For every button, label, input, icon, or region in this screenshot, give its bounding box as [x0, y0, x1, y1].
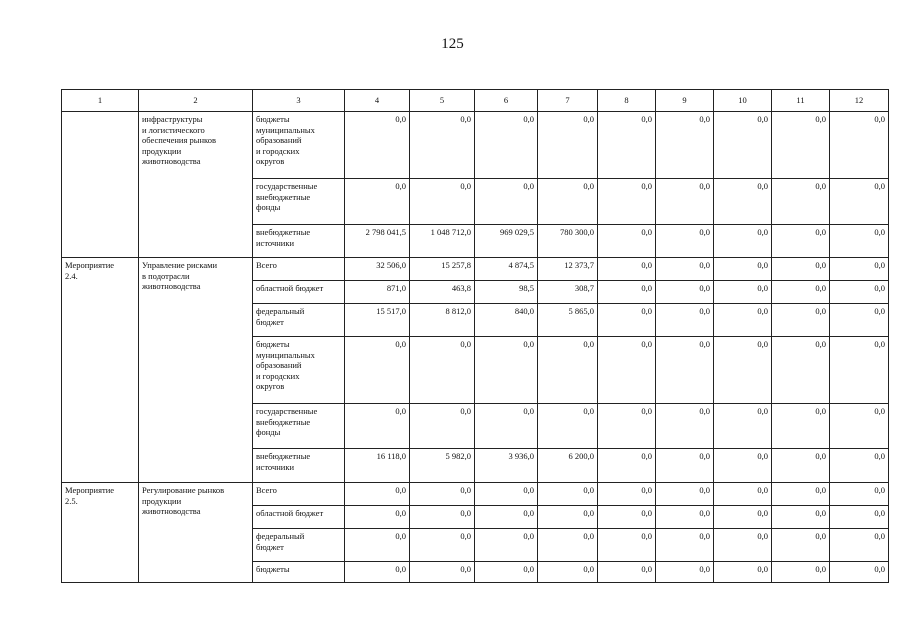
value-cell: 0,0 [656, 529, 714, 562]
funding-source-cell: государственные внебюджетные фонды [253, 179, 345, 225]
value-cell: 8 812,0 [410, 304, 475, 337]
value-cell: 840,0 [475, 304, 538, 337]
value-cell: 0,0 [772, 449, 830, 483]
value-cell: 0,0 [345, 112, 410, 179]
value-cell: 0,0 [598, 562, 656, 583]
value-cell: 0,0 [345, 529, 410, 562]
value-cell: 0,0 [410, 562, 475, 583]
value-cell: 0,0 [538, 562, 598, 583]
value-cell: 32 506,0 [345, 258, 410, 281]
value-cell: 15 517,0 [345, 304, 410, 337]
value-cell: 0,0 [714, 483, 772, 506]
value-cell: 0,0 [714, 304, 772, 337]
value-cell: 0,0 [656, 404, 714, 449]
value-cell: 0,0 [410, 483, 475, 506]
value-cell: 12 373,7 [538, 258, 598, 281]
value-cell: 0,0 [598, 112, 656, 179]
header-cell: 1 [62, 90, 139, 112]
header-cell: 4 [345, 90, 410, 112]
value-cell: 0,0 [598, 281, 656, 304]
value-cell: 0,0 [714, 112, 772, 179]
value-cell: 2 798 041,5 [345, 225, 410, 258]
value-cell: 0,0 [656, 225, 714, 258]
header-cell: 7 [538, 90, 598, 112]
value-cell: 0,0 [772, 562, 830, 583]
value-cell: 0,0 [656, 304, 714, 337]
value-cell: 0,0 [656, 449, 714, 483]
value-cell: 0,0 [475, 483, 538, 506]
value-cell: 0,0 [772, 179, 830, 225]
value-cell: 0,0 [772, 281, 830, 304]
value-cell: 0,0 [830, 529, 889, 562]
value-cell: 0,0 [830, 449, 889, 483]
value-cell: 0,0 [656, 112, 714, 179]
value-cell: 0,0 [345, 337, 410, 404]
funding-source-cell: федеральный бюджет [253, 529, 345, 562]
value-cell: 0,0 [538, 529, 598, 562]
value-cell: 0,0 [656, 506, 714, 529]
value-cell: 0,0 [830, 258, 889, 281]
value-cell: 3 936,0 [475, 449, 538, 483]
funding-source-cell: бюджеты [253, 562, 345, 583]
header-cell: 6 [475, 90, 538, 112]
funding-source-cell: областной бюджет [253, 281, 345, 304]
table-body [62, 90, 889, 583]
value-cell: 0,0 [598, 483, 656, 506]
value-cell: 0,0 [656, 483, 714, 506]
value-cell: 0,0 [714, 449, 772, 483]
value-cell: 308,7 [538, 281, 598, 304]
value-cell: 0,0 [598, 529, 656, 562]
value-cell: 0,0 [598, 337, 656, 404]
header-cell: 5 [410, 90, 475, 112]
value-cell: 0,0 [598, 449, 656, 483]
value-cell: 0,0 [830, 112, 889, 179]
value-cell: 0,0 [714, 179, 772, 225]
value-cell: 0,0 [598, 179, 656, 225]
table-row [62, 258, 889, 281]
value-cell: 0,0 [830, 225, 889, 258]
value-cell: 0,0 [772, 529, 830, 562]
value-cell: 0,0 [772, 506, 830, 529]
value-cell: 98,5 [475, 281, 538, 304]
value-cell: 0,0 [410, 404, 475, 449]
value-cell: 0,0 [830, 506, 889, 529]
value-cell: 0,0 [714, 529, 772, 562]
value-cell: 0,0 [656, 258, 714, 281]
value-cell: 0,0 [538, 337, 598, 404]
value-cell: 969 029,5 [475, 225, 538, 258]
measure-code-cell [62, 112, 139, 258]
table-row [62, 483, 889, 506]
header-cell: 9 [656, 90, 714, 112]
value-cell: 0,0 [475, 404, 538, 449]
value-cell: 0,0 [772, 304, 830, 337]
page-number: 125 [441, 36, 464, 52]
value-cell: 0,0 [772, 225, 830, 258]
value-cell: 0,0 [830, 562, 889, 583]
funding-source-cell: государственные внебюджетные фонды [253, 404, 345, 449]
value-cell: 0,0 [410, 529, 475, 562]
value-cell: 0,0 [345, 404, 410, 449]
value-cell: 0,0 [475, 179, 538, 225]
value-cell: 0,0 [772, 483, 830, 506]
value-cell: 5 982,0 [410, 449, 475, 483]
value-cell: 0,0 [830, 179, 889, 225]
value-cell: 0,0 [714, 258, 772, 281]
header-cell: 2 [139, 90, 253, 112]
value-cell: 0,0 [410, 337, 475, 404]
value-cell: 0,0 [598, 258, 656, 281]
value-cell: 0,0 [830, 337, 889, 404]
value-cell: 0,0 [345, 506, 410, 529]
measure-code-cell: Мероприятие 2.5. [62, 483, 139, 583]
value-cell: 16 118,0 [345, 449, 410, 483]
header-cell: 3 [253, 90, 345, 112]
funding-source-cell: внебюджетные источники [253, 449, 345, 483]
value-cell: 15 257,8 [410, 258, 475, 281]
value-cell: 0,0 [410, 506, 475, 529]
value-cell: 0,0 [345, 562, 410, 583]
funding-source-cell: федеральный бюджет [253, 304, 345, 337]
value-cell: 780 300,0 [538, 225, 598, 258]
value-cell: 0,0 [714, 281, 772, 304]
value-cell: 0,0 [656, 179, 714, 225]
value-cell: 0,0 [772, 404, 830, 449]
value-cell: 0,0 [830, 281, 889, 304]
funding-source-cell: бюджеты муниципальных образований и городских округов [253, 337, 345, 404]
value-cell: 0,0 [598, 304, 656, 337]
value-cell: 0,0 [714, 225, 772, 258]
value-cell: 5 865,0 [538, 304, 598, 337]
value-cell: 0,0 [475, 529, 538, 562]
value-cell: 0,0 [598, 506, 656, 529]
measure-code-cell: Мероприятие 2.4. [62, 258, 139, 483]
value-cell: 0,0 [475, 337, 538, 404]
funding-source-cell: Всего [253, 258, 345, 281]
measure-name-cell: Регулирование рынков продукции животноводства [139, 483, 253, 583]
value-cell: 0,0 [538, 404, 598, 449]
value-cell: 0,0 [598, 404, 656, 449]
funding-source-cell: Всего [253, 483, 345, 506]
value-cell: 0,0 [830, 404, 889, 449]
value-cell: 0,0 [830, 483, 889, 506]
value-cell: 0,0 [772, 258, 830, 281]
header-cell: 11 [772, 90, 830, 112]
value-cell: 0,0 [772, 112, 830, 179]
budget-table [61, 89, 889, 583]
header-cell: 12 [830, 90, 889, 112]
value-cell: 0,0 [714, 506, 772, 529]
value-cell: 0,0 [345, 179, 410, 225]
value-cell: 0,0 [830, 304, 889, 337]
value-cell: 0,0 [714, 404, 772, 449]
value-cell: 0,0 [475, 562, 538, 583]
value-cell: 0,0 [538, 179, 598, 225]
funding-source-cell: бюджеты муниципальных образований и городских округов [253, 112, 345, 179]
measure-name-cell: Управление рисками в подотрасли животноводства [139, 258, 253, 483]
value-cell: 0,0 [598, 225, 656, 258]
header-row [62, 90, 889, 112]
value-cell: 0,0 [656, 337, 714, 404]
value-cell: 463,8 [410, 281, 475, 304]
value-cell: 0,0 [410, 179, 475, 225]
funding-source-cell: областной бюджет [253, 506, 345, 529]
value-cell: 0,0 [538, 483, 598, 506]
value-cell: 0,0 [475, 506, 538, 529]
value-cell: 0,0 [714, 562, 772, 583]
value-cell: 4 874,5 [475, 258, 538, 281]
value-cell: 6 200,0 [538, 449, 598, 483]
value-cell: 0,0 [410, 112, 475, 179]
table-row [62, 112, 889, 179]
value-cell: 1 048 712,0 [410, 225, 475, 258]
value-cell: 0,0 [538, 112, 598, 179]
measure-name-cell: инфраструктуры и логистического обеспечения рынков продукции животноводства [139, 112, 253, 258]
header-cell: 8 [598, 90, 656, 112]
value-cell: 0,0 [345, 483, 410, 506]
value-cell: 0,0 [656, 562, 714, 583]
value-cell: 0,0 [772, 337, 830, 404]
value-cell: 0,0 [714, 337, 772, 404]
value-cell: 871,0 [345, 281, 410, 304]
value-cell: 0,0 [656, 281, 714, 304]
value-cell: 0,0 [538, 506, 598, 529]
funding-source-cell: внебюджетные источники [253, 225, 345, 258]
header-cell: 10 [714, 90, 772, 112]
value-cell: 0,0 [475, 112, 538, 179]
